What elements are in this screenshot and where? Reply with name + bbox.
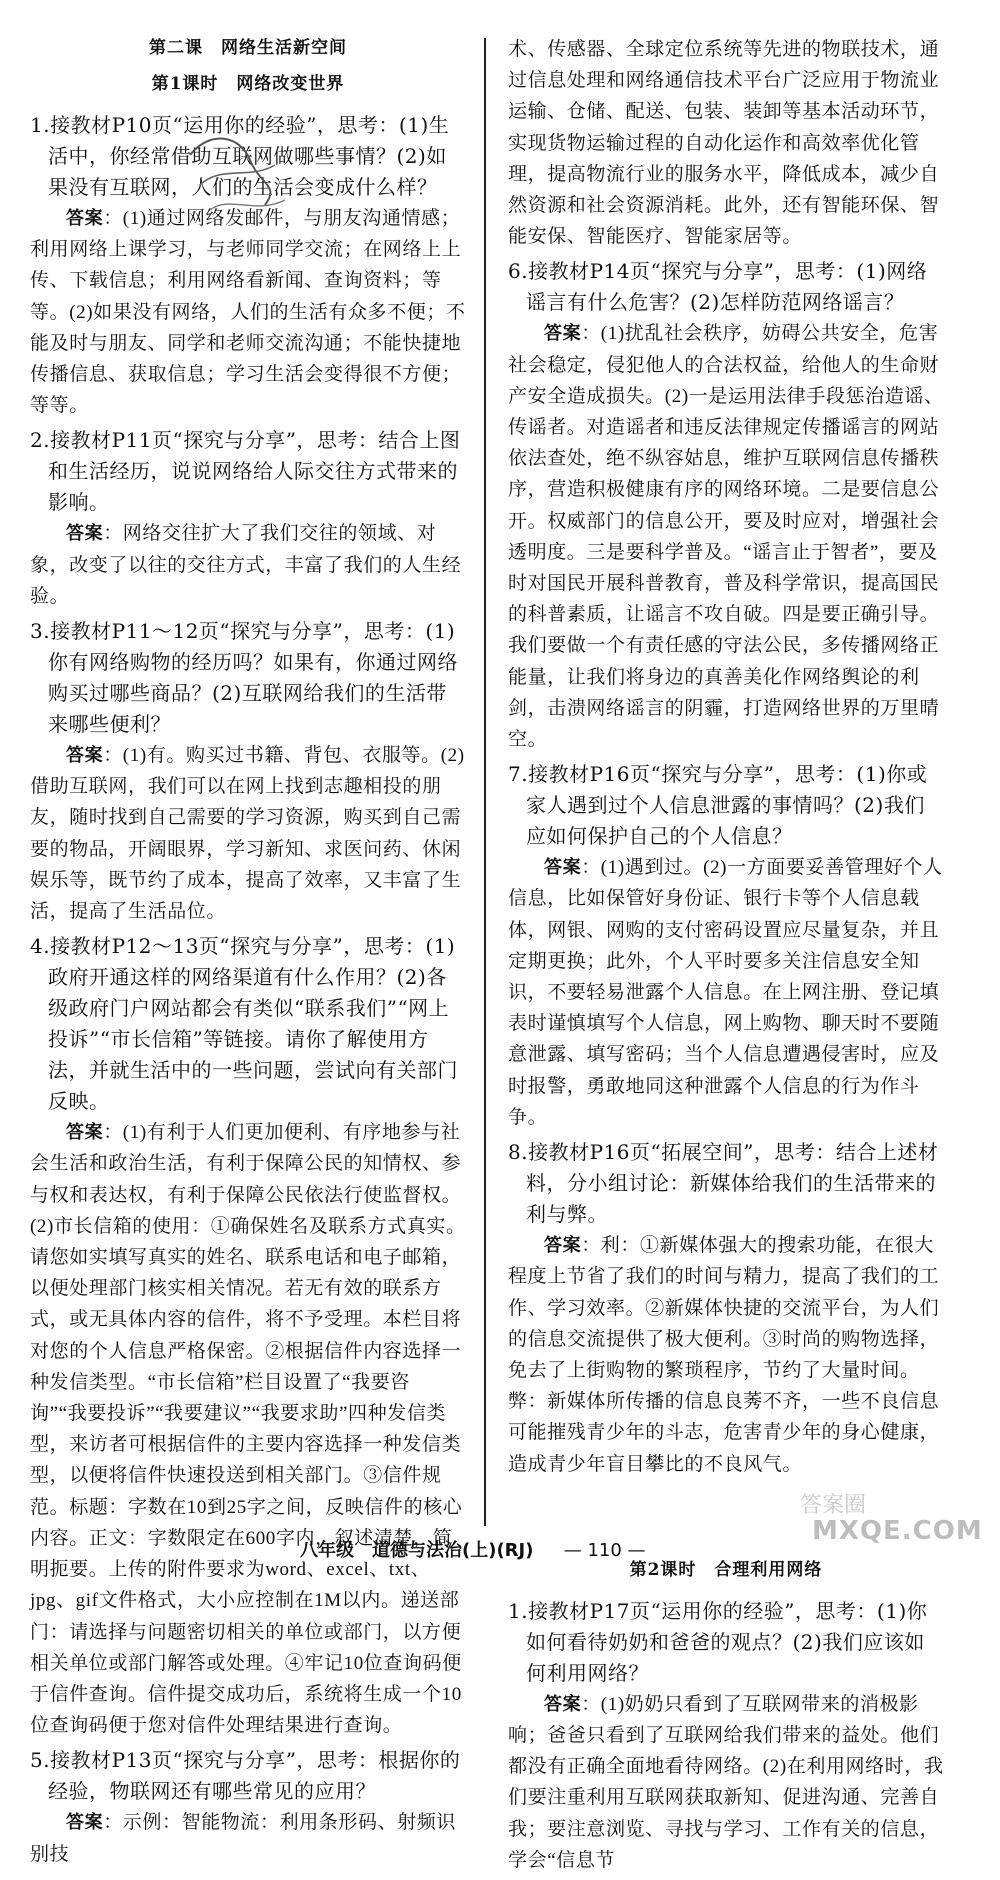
answer-8	[508, 1230, 944, 1480]
question-6: 6.接教材P14页“探究与分享”，思考：(1)网络谣言有什么危害？(2)怎样防范网络谣言？	[508, 259, 928, 315]
period-1-title: 第1课时 网络改变世界	[151, 74, 345, 94]
answer-label: 答案	[544, 1693, 582, 1715]
page-footer	[300, 1536, 820, 1562]
answer-2	[30, 518, 466, 612]
answer-6	[508, 318, 944, 755]
question-5: 5.接教材P13页“探究与分享”，思考：根据你的经验，物联网还有哪些常见的应用？	[30, 1748, 461, 1804]
right-column	[508, 34, 944, 1880]
answer-label: 答案	[66, 1122, 104, 1144]
answer-4	[30, 1117, 466, 1741]
answer-5	[30, 1807, 466, 1869]
question-3: 3.接教材P11～12页“探究与分享”，思考：(1)你有网络购物的经历吗？如果有，你通过网络购买过哪些商品？(2)互联网给我们的生活带来哪些便利？	[30, 619, 458, 737]
question-4: 4.接教材P12～13页“探究与分享”，思考：(1)政府开通这样的网络渠道有什么作用？(2)各级政府门户网站都会有类似“联系我们”“网上投诉”“市长信箱”等链接。请你了解使用方法，并就生活中的一些问题，尝试向有关部门反映。	[30, 934, 458, 1114]
left-column	[30, 30, 466, 1874]
scribble-mark	[180, 125, 300, 235]
question-7: 7.接教材P16页“探究与分享”，思考：(1)你或家人遇到过个人信息泄露的事情吗？(2)我们应如何保护自己的个人信息？	[508, 762, 928, 849]
answer-6-text: ：(1)扰乱社会秩序，妨碍公共安全，危害社会稳定，侵犯他人的合法权益，给他人的生命财产安全造成损失。(2)一是运用法律手段惩治造谣、传谣者。对造谣者和违反法律规定传播谣言的网站依法查处，绝不纵容姑息，维护互联网信息传播秩序，营造积极健康有序的网络环境。二是要信息公开。权威部门的信息公开，要及时应对，增强社会透明度。三是要科学普及。“谣言止于智者”，要及时对国民开展科普教育，普及科学常识，提高国民的科普素质，让谣言不攻自破。四是要正确引导。我们要做一个有责任感的守法公民，多传播网络正能量，让我们将身边的真善美化作网络舆论的利剑，击溃网络谣言的阴霾，打造网络世界的万里晴空。	[508, 323, 944, 751]
page-number: — 110 —	[563, 1540, 646, 1561]
answer-label: 答案	[544, 323, 582, 345]
answer-2-text: ：网络交往扩大了我们交往的领域、对象，改变了以往的交往方式，丰富了我们的人生经验。	[30, 523, 462, 607]
answer-3	[30, 740, 466, 927]
answer-label: 答案	[544, 1235, 582, 1257]
question-8: 8.接教材P16页“拓展空间”，思考：结合上述材料，分小组讨论：新媒体给我们的生活带来的利与弊。	[508, 1140, 939, 1227]
answer-7-text: ：(1)遇到过。(2)一方面要妥善管理好个人信息，比如保管好身份证、银行卡等个人信息载体，网银、网购的支付密码设置应尽量复杂，并且定期更换；此外，个人平时要多关注信息安全知识，不要轻易泄露个人信息。在上网注册、登记填表时谨慎填写个人信息，网上购物、聊天时不要随意泄露、填写密码；当个人信息遭遇侵害时，应及时报警，勇敢地同这种泄露个人信息的行为作斗争。	[508, 857, 943, 1128]
answer-5-text: ：示例：智能物流：利用条形码、射频识别技	[30, 1812, 457, 1865]
answer-label: 答案	[66, 1812, 104, 1834]
period-2-answer-1-text: ：(1)奶奶只看到了互联网带来的消极影响；爸爸只看到了互联网给我们带来的益处。他们都没有正确全面地看待网络。(2)在利用网络时，我们要注重利用互联网获取新知、促进沟通、完善自我；要注意浏览、寻找与学习、工作有关的信息，学会“信息节	[508, 1693, 944, 1871]
answer-1-text: ：(1)通过网络发邮件，与朋友沟通情感；利用网络上课学习，与老师同学交流；在网络上上传、下载信息；利用网络看新闻、查询资料；等等。(2)如果没有网络，人们的生活有众多不便；不能及时与朋友、同学和老师交流沟通；不能快捷地传播信息、获取信息；学习生活会变得很不方便；等等。	[30, 208, 466, 417]
answer-8-text: ：利：①新媒体强大的搜索功能，在很大程度上节省了我们的时间与精力，提高了我们的工作、学习效率。②新媒体快捷的交流平台，为人们的信息交流提供了极大便利。③时尚的购物选择，免去了上街购物的繁琐程序，节约了大量时间。弊：新媒体所传播的信息良莠不齐，一些不良信息可能摧残青少年的斗志，危害青少年的身心健康，造成青少年盲目攀比的不良风气。	[508, 1235, 940, 1475]
answer-5-continued: 术、传感器、全球定位系统等先进的物联技术，通过信息处理和网络通信技术平台广泛应用于物流业运输、仓储、配送、包装、装卸等基本活动环节，实现货物运输过程的自动化运作和高效率优化管理，提高物流行业的服务水平，降低成本，减少自然资源和社会资源消耗。此外，还有智能环保、智能安保、智能医疗、智能家居等。	[508, 39, 940, 248]
answer-label: 答案	[66, 208, 104, 229]
answer-3-text: ：(1)有。购买过书籍、背包、衣服等。(2)借助互联网，我们可以在网上找到志趣相投的朋友，随时找到自己需要的学习资源，购买到自己需要的物品，开阔眼界，学习新知、求医问药、休闲娱乐等，既节约了成本，提高了效率，又丰富了生活，提高了生活品位。	[30, 745, 465, 923]
answer-label: 答案	[66, 523, 104, 545]
answer-1	[30, 203, 466, 421]
question-2: 2.接教材P11页“探究与分享”，思考：结合上图和生活经历，说说网络给人际交往方式带来的影响。	[30, 428, 461, 515]
question-1: 1.接教材P10页“运用你的经验”，思考：(1)生活中，你经常借助互联网做哪些事情？(2)如果没有互联网，人们的生活会变成什么样？	[30, 113, 450, 199]
answer-label: 答案	[544, 857, 582, 879]
period-2-title: 第2课时 合理利用网络	[629, 1559, 823, 1580]
period-2-answer-1	[508, 1689, 944, 1876]
period-2-question-1: 1.接教材P17页“运用你的经验”，思考：(1)你如何看待奶奶和爸爸的观点？(2)我们应该如何利用网络？	[508, 1598, 928, 1685]
answer-label: 答案	[66, 745, 104, 767]
lesson-title: 第二课 网络生活新空间	[149, 38, 347, 58]
watermark-logo-text: 答案圈	[800, 1493, 867, 1518]
column-divider	[484, 38, 486, 1526]
answer-4-text: ：(1)有利于人们更加便利、有序地参与社会生活和政治生活，有利于保障公民的知情权、参与权和表达权，有利于保障公民依法行使监督权。(2)市长信箱的使用：①确保姓名及联系方式真实。请您如实填写真实的姓名、联系电话和电子邮箱，以便处理部门核实相关情况。若无有效的联系方式，或无具体内容的信件，将不予受理。本栏目将对您的个人信息严格保密。②根据信件内容选择一种发信类型。“市长信箱”栏目设置了“我要咨询”“我要投诉”“我要建议”“我要求助”四种发信类型，来访者可根据信件的主要内容选择一种发信类型，以便将信件快速投送到相关部门。③信件规范。标题：字数在10到25字之间，反映信件的核心内容。正文：字数限定在600字内，叙述清楚，简明扼要。上传的附件要求为word、excel、txt、jpg、gif文件格式，大小应控制在1M以内。递送部门：请选择与问题密切相关的单位或部门，以方便相关单位或部门解答或处理。④牢记10位查询码便于信件查询。信件提交成功后，系统将生成一个10位查询码便于您对信件处理结果进行查询。	[30, 1122, 466, 1737]
answer-7	[508, 852, 944, 1133]
footer-grade: 八年级 道德与法治(上)(RJ)	[300, 1540, 534, 1561]
watermark: MXQE.COM	[812, 1516, 983, 1546]
